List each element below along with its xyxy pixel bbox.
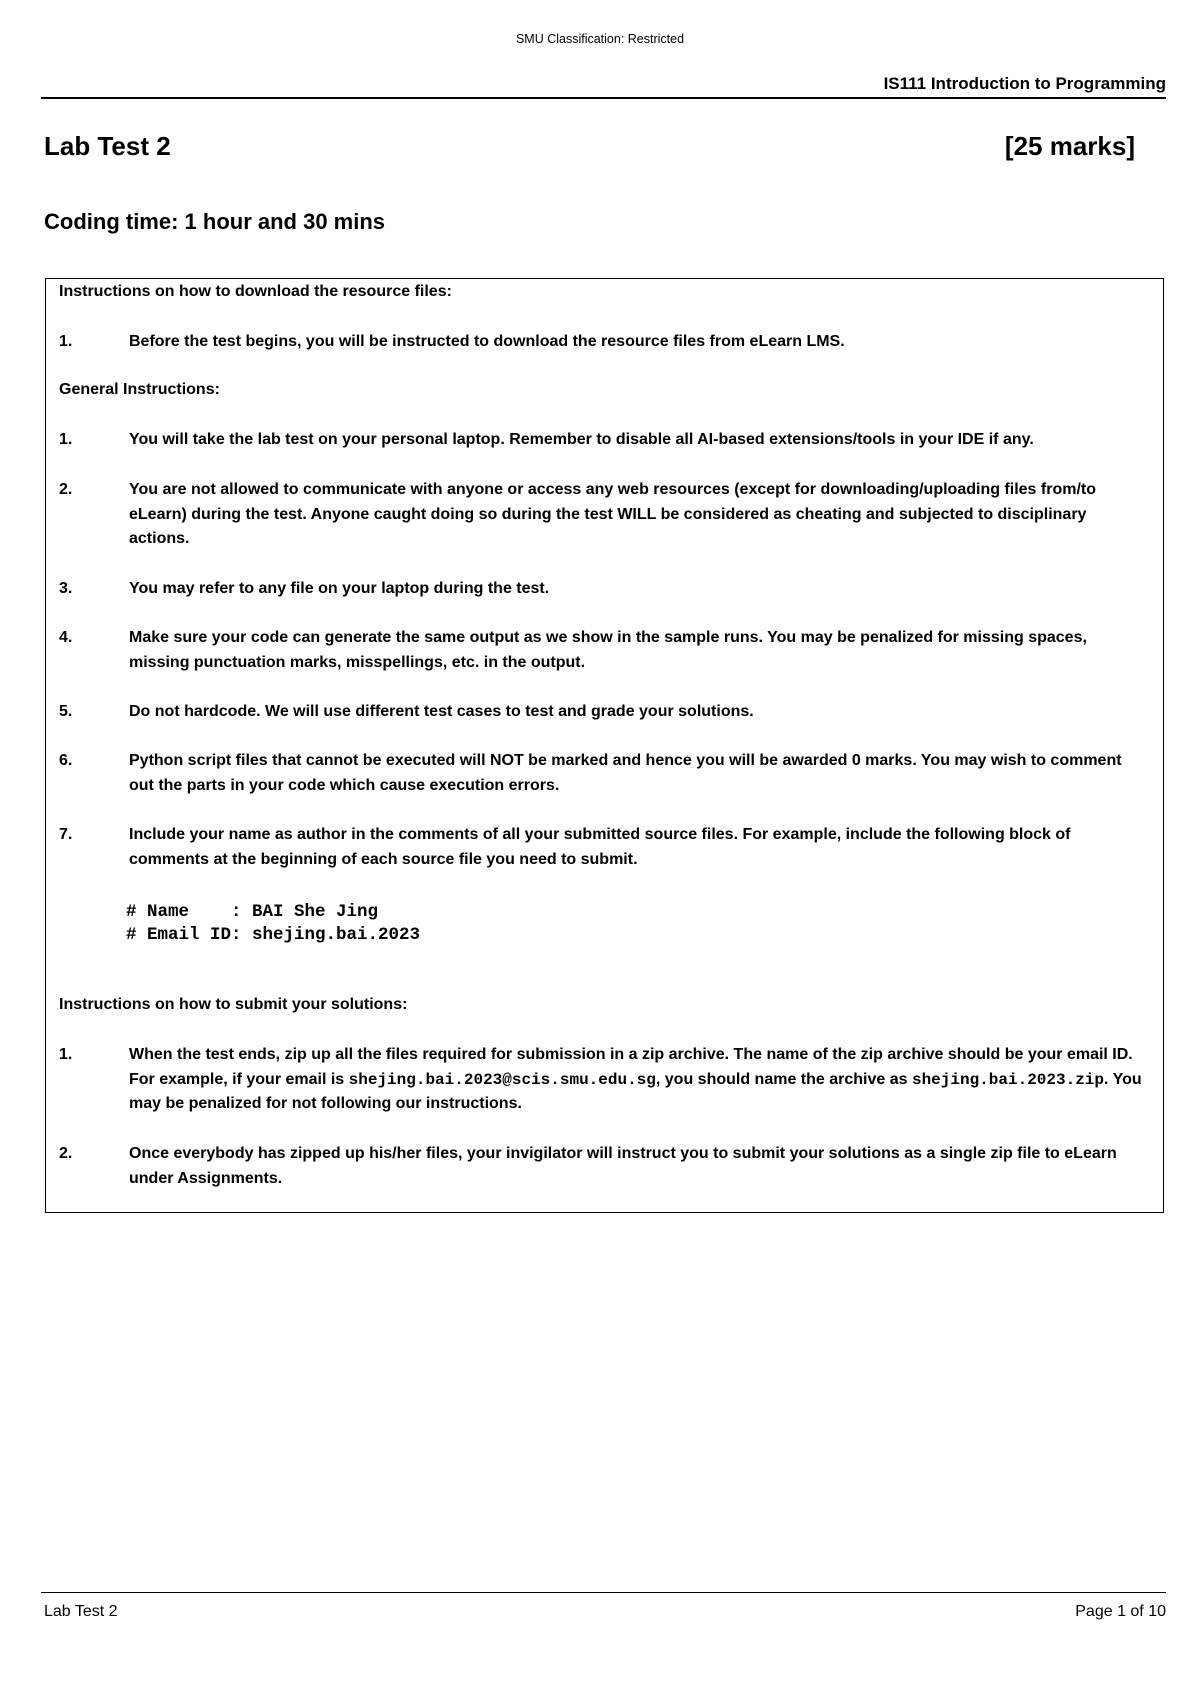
general-item-text: You will take the lab test on your personal laptop. Remember to disable all AI-based extensions/tools in your IDE if any. (129, 431, 1034, 448)
submit-heading: Instructions on how to submit your solutions: (59, 996, 408, 1013)
download-heading: Instructions on how to download the resource files: (59, 283, 452, 300)
submit-text-part: When the test ends, zip up all the files required for submission in a zip archive. The name of the zip archive should be your email ID. For example, if your email is (129, 1046, 1133, 1088)
general-item-text: You may refer to any file on your laptop during the test. (129, 580, 550, 597)
submit-item-text: Once everybody has zipped up his/her files, your invigilator will instruct you to submit your solutions as a single zip file to eLearn under Assignments. (129, 1145, 1117, 1187)
submit-item-number: 1. (59, 1046, 73, 1063)
footer-title: Lab Test 2 (44, 1603, 118, 1620)
general-item-number: 5. (59, 703, 73, 720)
general-item-number: 2. (59, 481, 73, 498)
general-item-number: 4. (59, 629, 73, 646)
general-item-text: Python script files that cannot be executed will NOT be marked and hence you will be awarded 0 marks. You may wish to comment out the parts in your code which cause execution errors. (129, 752, 1122, 794)
submit-item-number: 2. (59, 1145, 73, 1162)
example-email: shejing.bai.2023@scis.smu.edu.sg (348, 1070, 656, 1089)
general-item-number: 6. (59, 752, 73, 769)
example-zip-name: shejing.bai.2023.zip (911, 1070, 1104, 1089)
page-title: Lab Test 2 (44, 131, 171, 161)
download-item-number: 1. (59, 333, 73, 350)
submit-item-text (129, 1043, 1149, 1117)
general-heading: General Instructions: (59, 381, 220, 398)
coding-time: Coding time: 1 hour and 30 mins (44, 209, 386, 234)
submit-text-part: , you should name the archive as (655, 1070, 912, 1088)
author-comment-line: # Name : BAI She Jing (126, 902, 379, 922)
header-divider (41, 97, 1166, 99)
general-item-text: You are not allowed to communicate with anyone or access any web resources (except for downloading/uploading files from/to eLearn) during the test. Anyone caught doing so during the test WILL be considered as cheating and subjected to disciplinary actions. (129, 481, 1096, 547)
classification-label: SMU Classification: Restricted (515, 32, 685, 46)
submit-text-part: . You may be penalized for not following our instructions. (129, 1070, 1142, 1112)
author-comment-line: # Email ID: shejing.bai.2023 (126, 925, 421, 945)
general-item-text: Make sure your code can generate the same output as we show in the sample runs. You may be penalized for missing spaces, missing punctuation marks, misspellings, etc. in the output. (129, 629, 1087, 671)
footer-divider (41, 1592, 1166, 1593)
general-item-number: 7. (59, 826, 73, 843)
general-item-number: 1. (59, 431, 73, 448)
total-marks: [25 marks] (1004, 131, 1135, 161)
general-item-number: 3. (59, 580, 73, 597)
general-item-text: Include your name as author in the comments of all your submitted source files. For example, include the following block of comments at the beginning of each source file you need to submit. (129, 826, 1071, 868)
instructions-box (45, 278, 1164, 1213)
general-item-text: Do not hardcode. We will use different test cases to test and grade your solutions. (129, 703, 754, 720)
course-title: IS111 Introduction to Programming (883, 74, 1166, 93)
download-item-text: Before the test begins, you will be instructed to download the resource files from eLearn LMS. (129, 333, 845, 350)
page-number: Page 1 of 10 (1075, 1603, 1166, 1620)
